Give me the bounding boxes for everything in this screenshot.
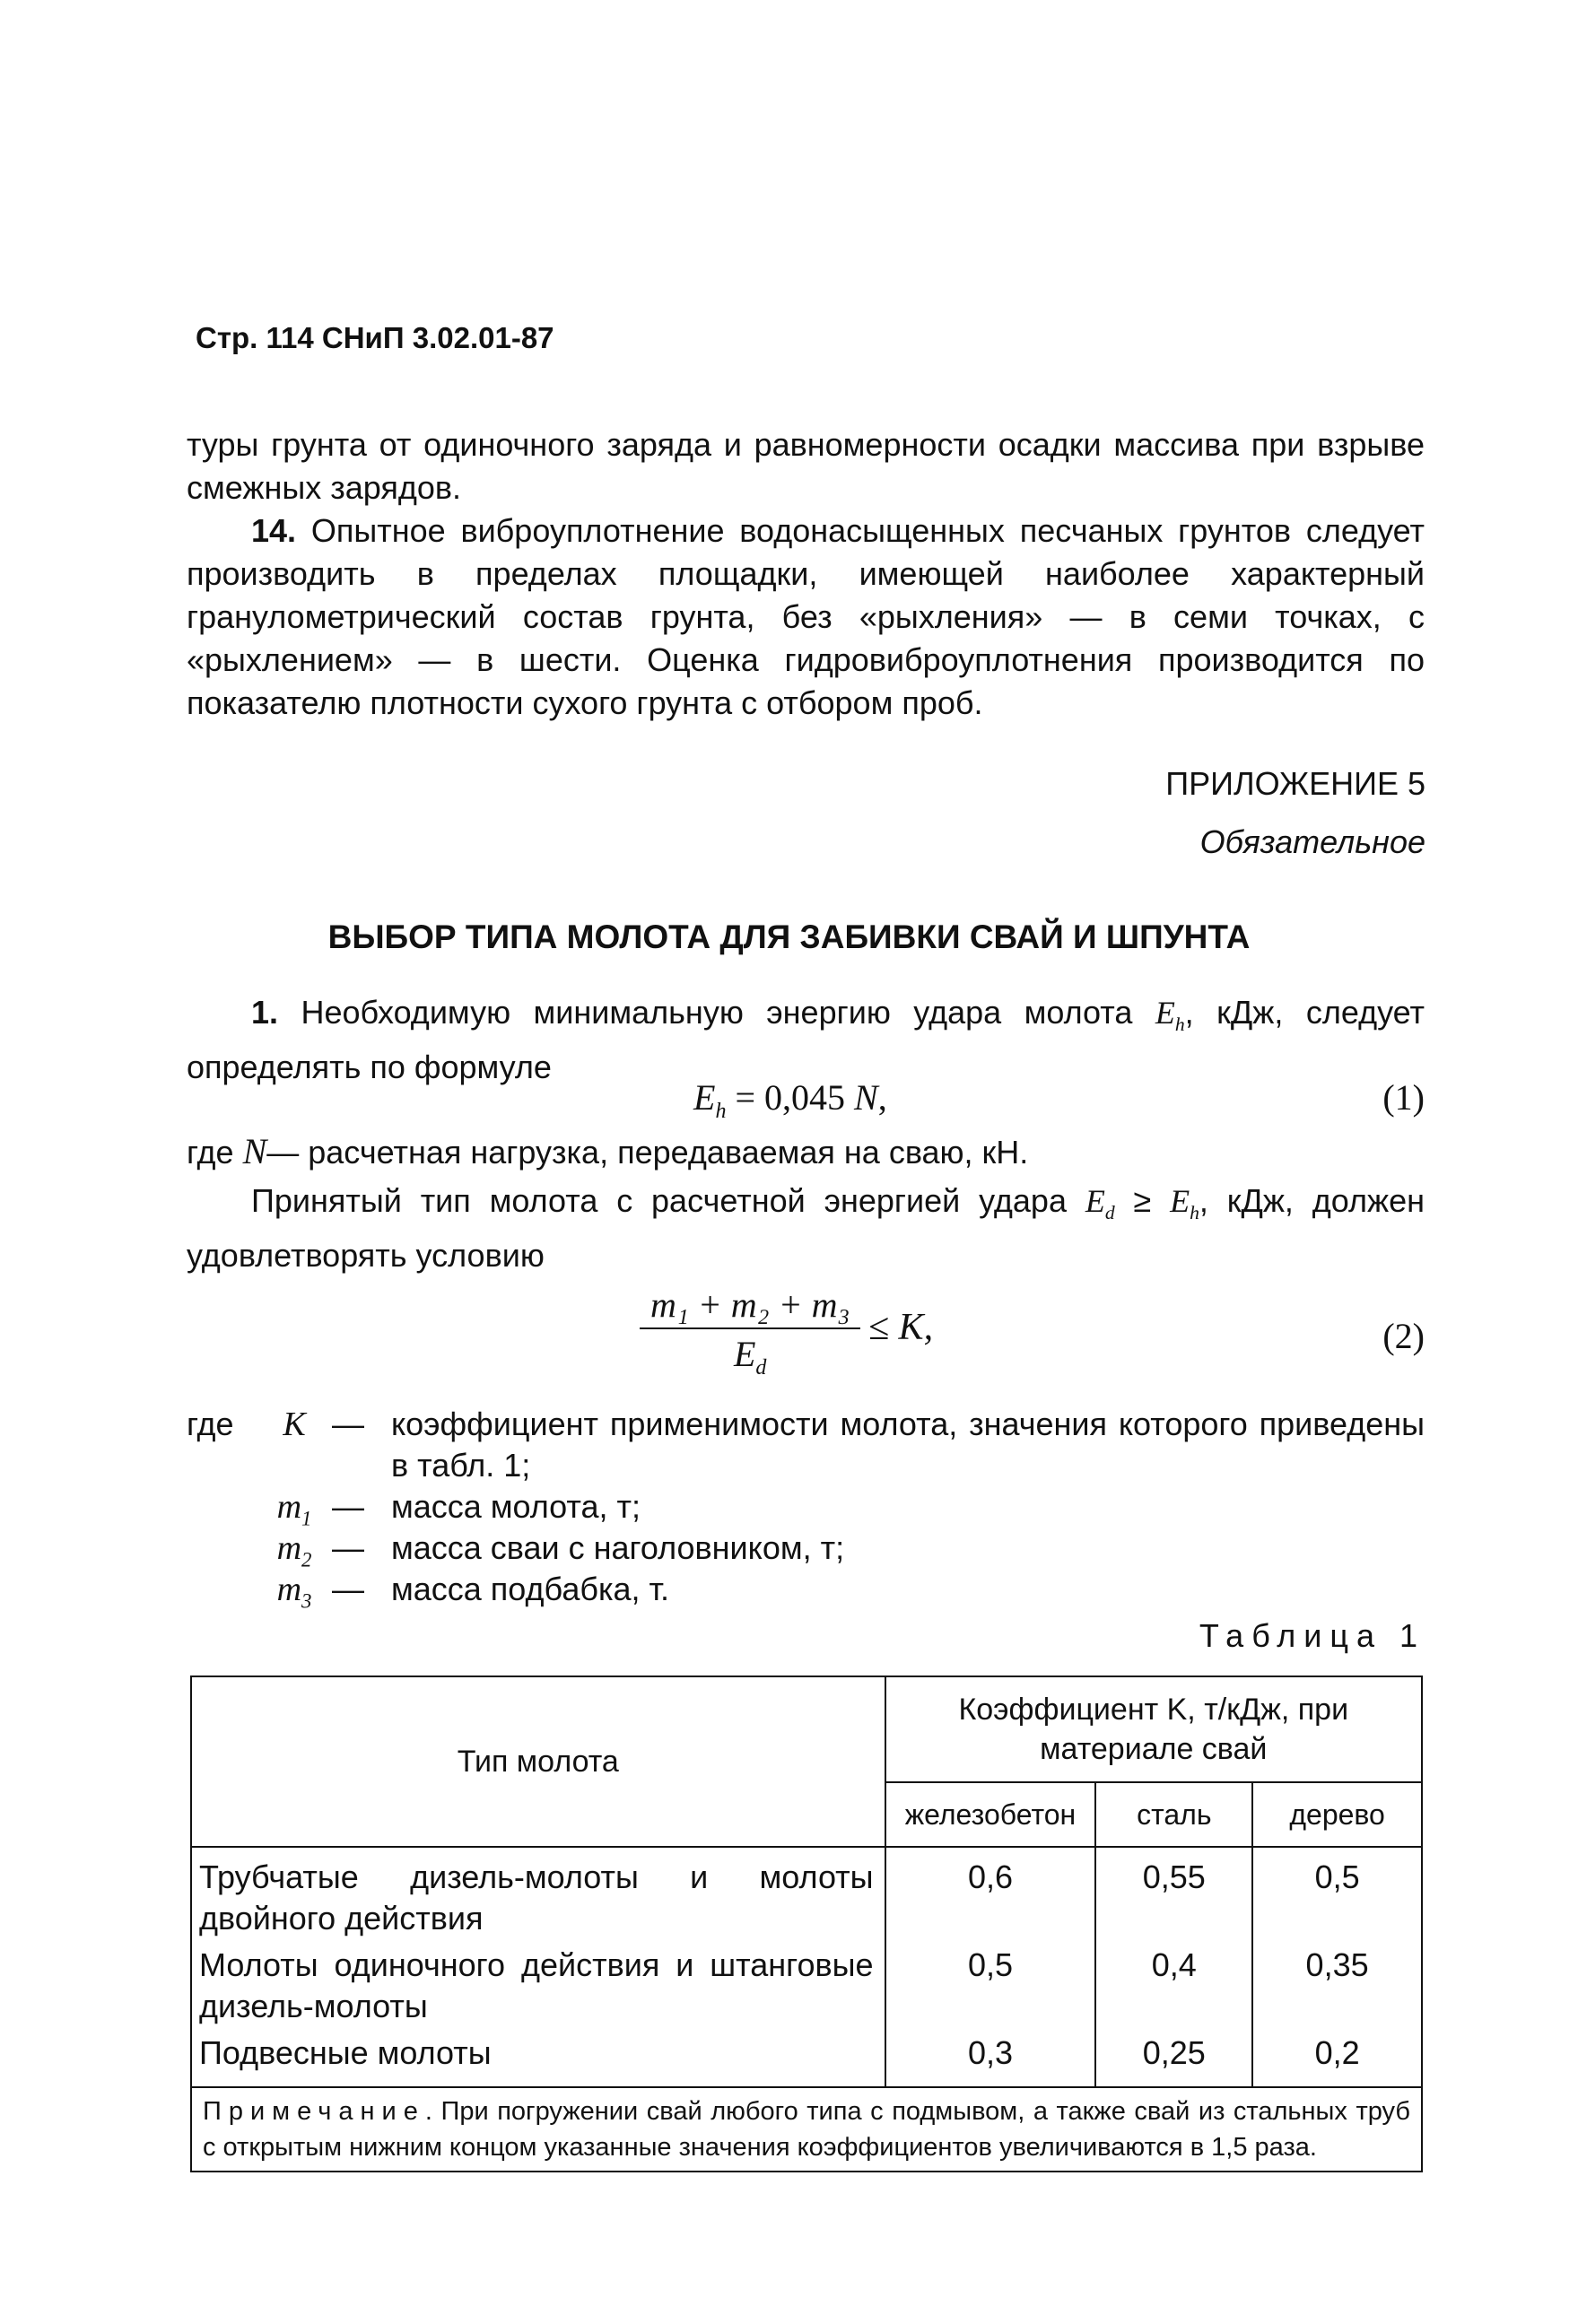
definition-m1: $m_1$ — масса молота, т; [276,1488,641,1530]
symbol-eh: $E_h$ [1155,995,1185,1036]
symbol-ed: $E_d$ [1085,1183,1115,1224]
cell-value: 0,5 [885,1945,1096,2032]
appendix-status: Обязательное [1199,823,1425,860]
hammer-coefficient-table [190,1676,1423,2172]
equation-2-denominator: $E_d$ [733,1334,767,1380]
paragraph-14 [187,509,1425,725]
section-title: ВЫБОР ТИПА МОЛОТА ДЛЯ ЗАБИВКИ СВАЙ И ШПУНТА [327,918,1251,955]
cell-value: 0,6 [885,1847,1096,1945]
column-header-coefficient: Коэффициент K, т/кДж, при материале свай [885,1676,1422,1782]
appendix-label: ПРИЛОЖЕНИЕ 5 [1165,765,1425,802]
note-label: Примечание [203,2097,425,2126]
equation-2-rhs: ≤ K, [868,1307,934,1348]
table-row [191,1847,1422,1945]
paragraph-1-text-a: Необходимую минимальную энергию удара молота [301,994,1133,1031]
equation-2-numerator: m₁ + m₂ + m₃ [640,1283,860,1329]
cell-value: 0,2 [1252,2032,1422,2087]
where-n-definition: где N— расчетная нагрузка, передаваемая на сваю, кН. [187,1131,1029,1171]
table-note [191,2087,1422,2172]
definition-m3: $m_3$ — масса подбабка, т. [276,1571,670,1613]
equation-1 [187,1076,1425,1121]
cell-value: 0,25 [1095,2032,1252,2087]
paragraph-2: Принятый тип молота с расчетной энергией удара $E_d \ge E_h$, кДж, должен удовлетворять условию [187,1182,1425,1275]
page-header: Стр. 114 СНиП 3.02.01-87 [196,321,554,354]
table-row [191,2032,1422,2087]
symbol-eh-2: $E_h$ [1170,1183,1199,1224]
column-header-type: Тип молота [191,1676,885,1847]
cell-value: 0,55 [1095,1847,1252,1945]
equation-2-fraction [640,1283,860,1393]
note-text: . При погружении свай любого типа с подмывом, а также свай из стальных труб с открытым нижним концом указанные значения коэффициентов увеличиваются в 1,5 раза. [203,2097,1410,2162]
cell-value: 0,4 [1095,1945,1252,2032]
table-row [191,1945,1422,2032]
paragraph-14-number: 14. [251,512,297,549]
variable-definitions [187,1404,1425,1613]
equation-2 [187,1283,1425,1390]
equation-2-number: (2) [1382,1316,1425,1356]
cell-value: 0,35 [1252,1945,1422,2032]
equation-1-number: (1) [1382,1077,1425,1118]
row-name: Подвесные молоты [191,2032,885,2087]
paragraph-continuation: туры грунта от одиночного заряда и равномерности осадки массива при взрыве смежных зарядов. [187,426,1425,506]
cell-value: 0,3 [885,2032,1096,2087]
subcolumn-header: железобетон [885,1782,1096,1847]
table-caption: Таблица 1 [1199,1617,1425,1654]
paragraph-1-number: 1. [251,994,279,1031]
definition-m2: $m_2$ — масса сваи с наголовником, т; [276,1529,845,1571]
subcolumn-header: сталь [1095,1782,1252,1847]
row-name: Молоты одиночного действия и штанговые дизель-молоты [191,1945,885,2032]
equation-1-expression: $E_h = 0,045$ N, [693,1077,887,1123]
paragraph-1 [187,991,1425,1089]
row-name: Трубчатые дизель-молоты и молоты двойного действия [191,1847,885,1945]
paragraph-14-text: Опытное виброуплотнение водонасыщенных песчаных грунтов следует производить в пределах площадки, имеющей наиболее характерный гранулометрический состав грунта, без «рыхления» — в семи точках, с «рыхлением» — в шести. Оценка гидровиброуплотнения производится по показателю плотности сухого грунта с отбором проб. [187,512,1425,721]
paragraph-1-text-b: , кДж, следует определять по формуле [187,994,1425,1086]
definition-k: где K — коэффициент применимости молота, значения которого приведены в табл. 1; [187,1406,1425,1484]
cell-value: 0,5 [1252,1847,1422,1945]
subcolumn-header: дерево [1252,1782,1422,1847]
